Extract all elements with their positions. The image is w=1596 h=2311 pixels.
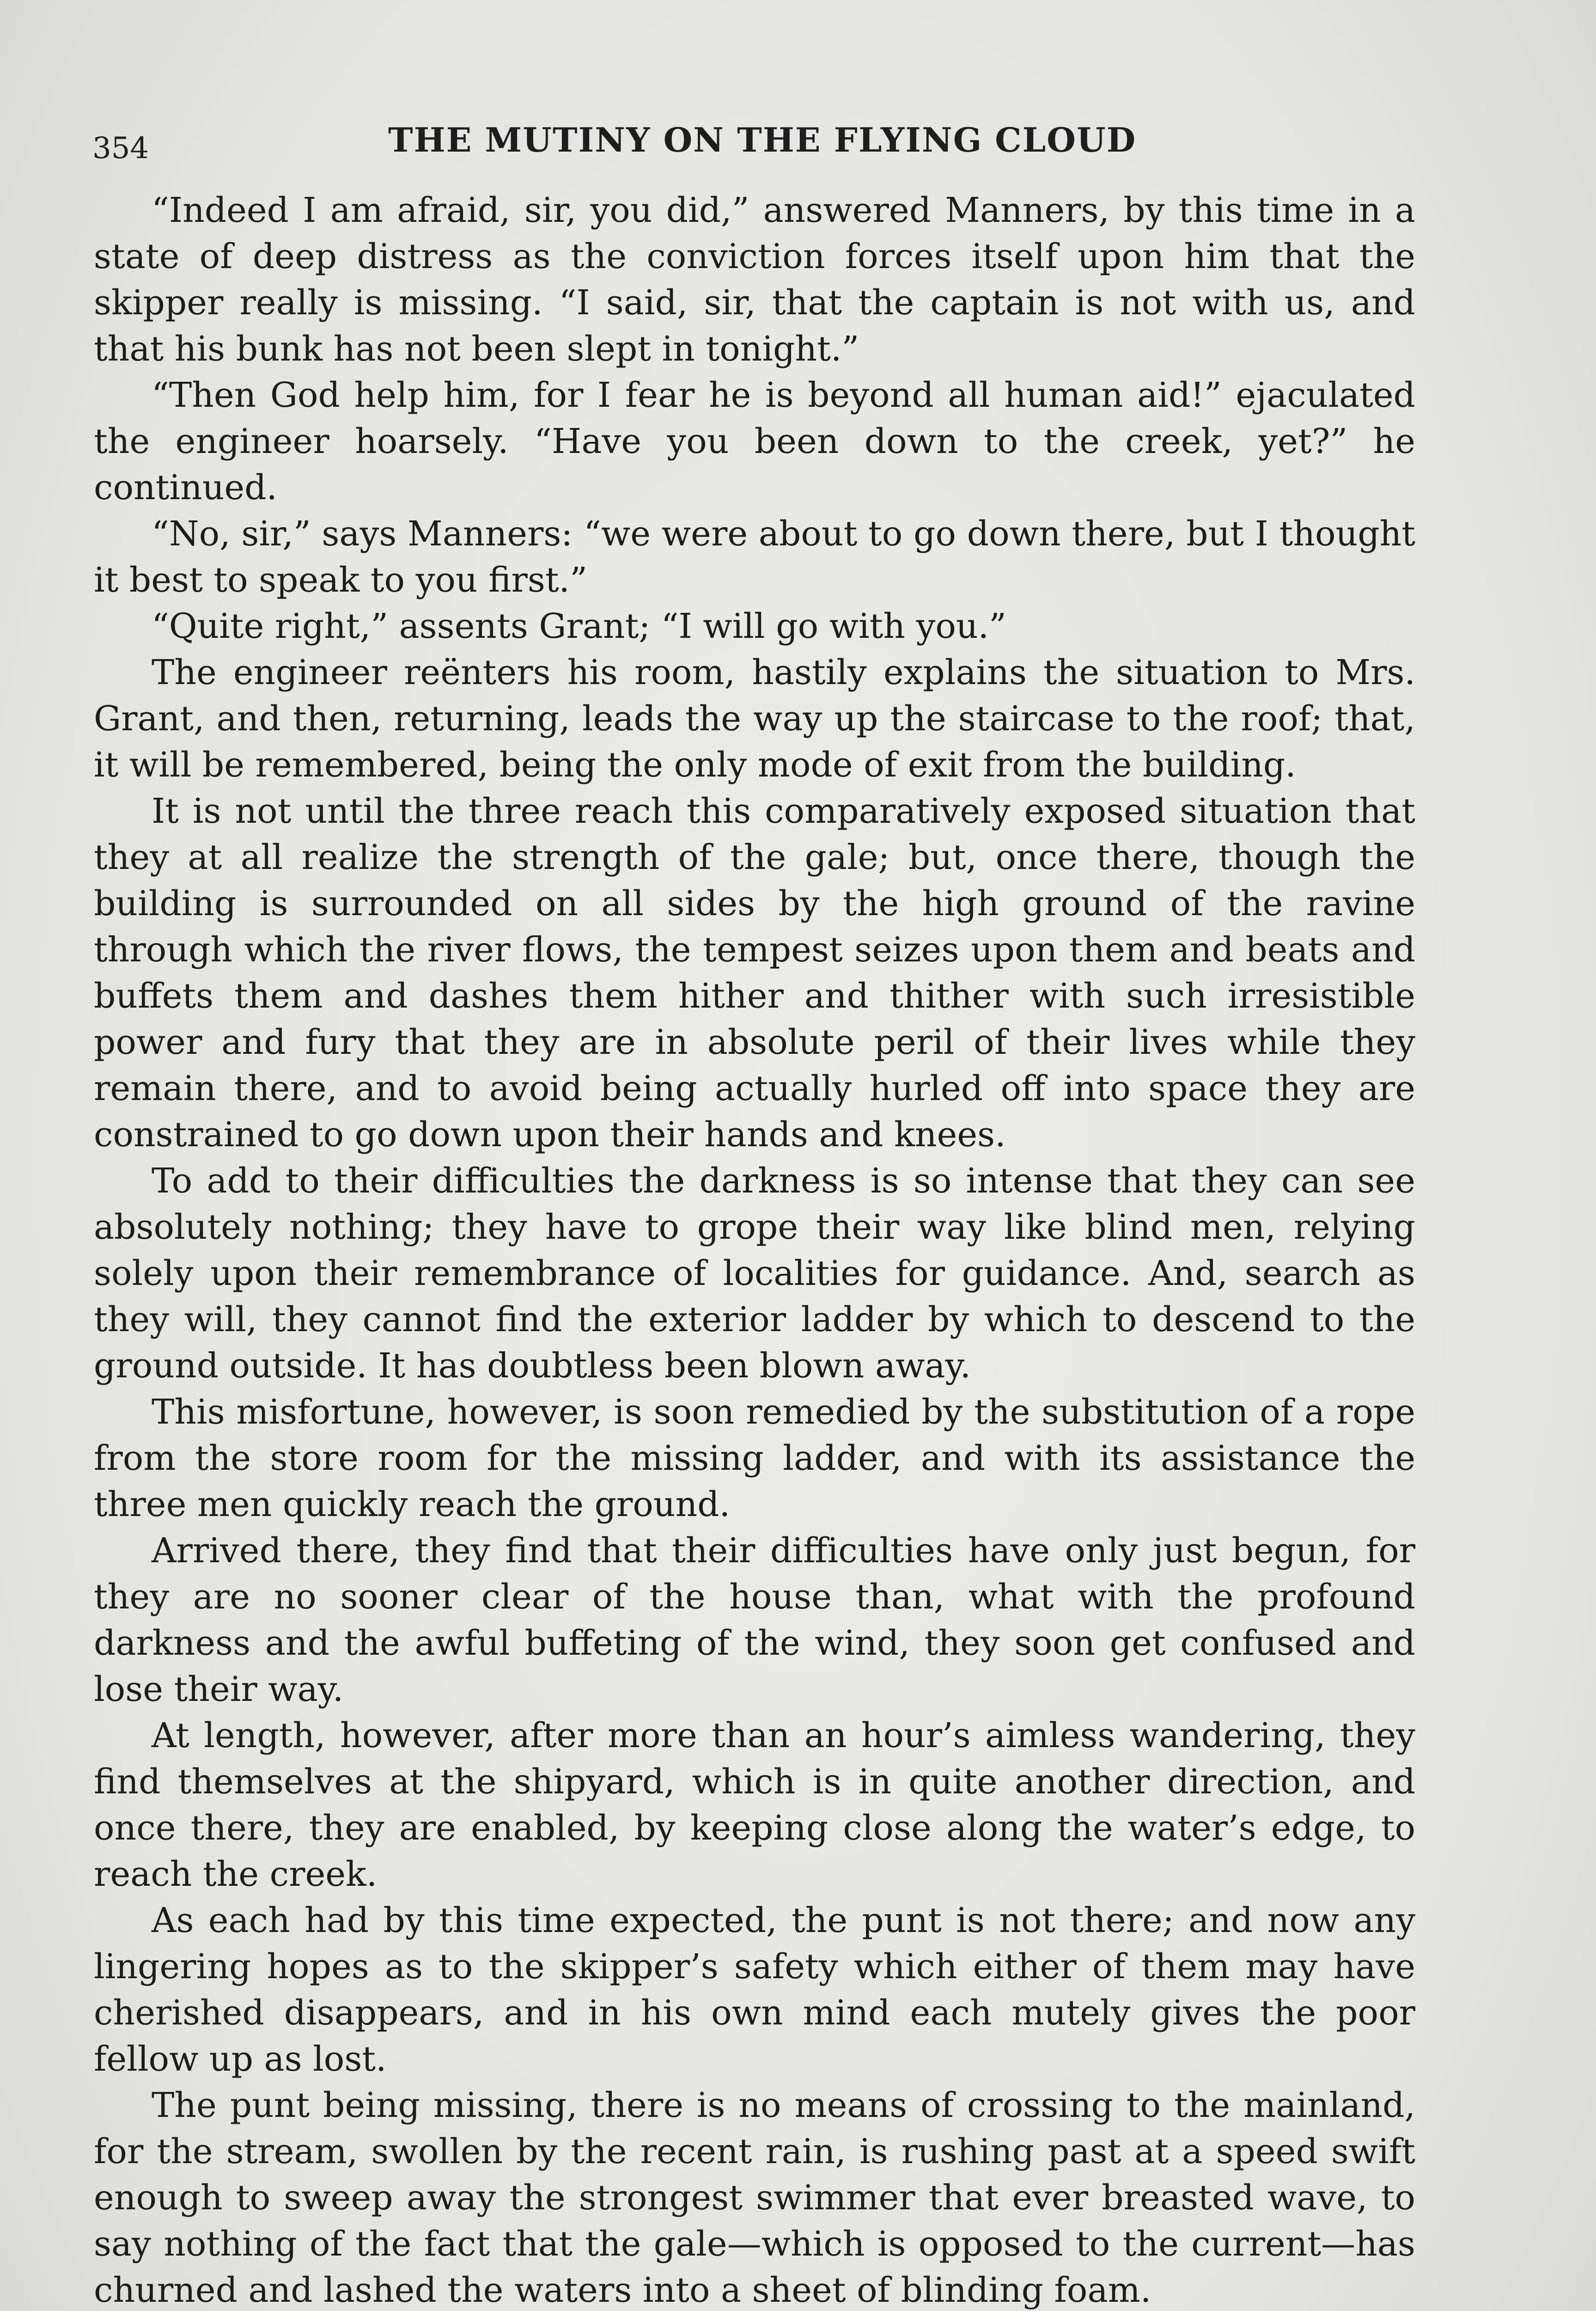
paragraph: The engineer reënters his room, hastily explains the situation to Mrs. Grant, and then, returning, leads the way up the staircase to the roof; that, it will be remembered, being the only mode of exit from the building.	[94, 653, 1415, 785]
running-title: THE MUTINY ON THE FLYING CLOUD	[388, 120, 1137, 159]
paragraph: As each had by this time expected, the punt is not there; and now any lingering hopes as to the skipper’s safety which either of them may have cherished disappears, and in his own mind each mutely gives the poor fellow up as lost.	[94, 1901, 1415, 2079]
page-number: 354	[92, 131, 149, 165]
paragraph: Arrived there, they find that their difficulties have only just begun, for they are no sooner clear of the house than, what with the profound darkness and the awful buffeting of the wind, they soon get confused and lose their way.	[94, 1531, 1415, 1709]
paragraph: It is not until the three reach this comparatively exposed situation that they at all realize the strength of the gale; but, once there, though the building is surrounded on all sides by the high ground of the ravine through which the river flows, the tempest seizes upon them and beats and buffets them and dashes them hither and thither with such irresistible power and fury that they are in absolute peril of their lives while they remain there, and to avoid being actually hurled off into space they are constrained to go down upon their hands and knees.	[94, 791, 1415, 1155]
paragraph: This misfortune, however, is soon remedied by the substitution of a rope from the store room for the missing ladder, and with its assistance the three men quickly reach the ground.	[94, 1392, 1415, 1524]
page-header	[92, 116, 1423, 171]
paragraph: At length, however, after more than an hour’s aimless wandering, they find themselves at the shipyard, which is in quite another direction, and once there, they are enabled, by keeping close along the water’s edge, to reach the creek.	[94, 1716, 1415, 1894]
paragraph: “Quite right,” assents Grant; “I will go with you.”	[152, 606, 1006, 646]
paragraph: “No, sir,” says Manners: “we were about to go down there, but I thought it best to speak to you first.”	[94, 514, 1415, 600]
paragraph: “Indeed I am afraid, sir, you did,” answered Manners, by this time in a state of deep distress as the conviction forces itself upon him that the skipper really is missing. “I said, sir, that the captain is not with us, and that his bunk has not been slept in tonight.”	[94, 190, 1415, 369]
body-text	[94, 187, 1415, 2311]
paragraph: The punt being missing, there is no means of crossing to the mainland, for the stream, swollen by the recent rain, is rushing past at a speed swift enough to sweep away the strongest swimmer that ever breasted wave, to say nothing of the fact that the gale—which is opposed to the current—has churned and lashed the waters into a sheet of blinding foam.	[94, 2085, 1415, 2310]
paragraph: “Then God help him, for I fear he is beyond all human aid!” ejaculated the engineer hoarsely. “Have you been down to the creek, yet?” he continued.	[94, 375, 1415, 507]
paragraph: To add to their difficulties the darkness is so intense that they can see absolutely nothing; they have to grope their way like blind men, relying solely upon their remembrance of localities for guidance. And, search as they will, they cannot find the exterior ladder by which to descend to the ground outside. It has doubtless been blown away.	[94, 1161, 1415, 1386]
